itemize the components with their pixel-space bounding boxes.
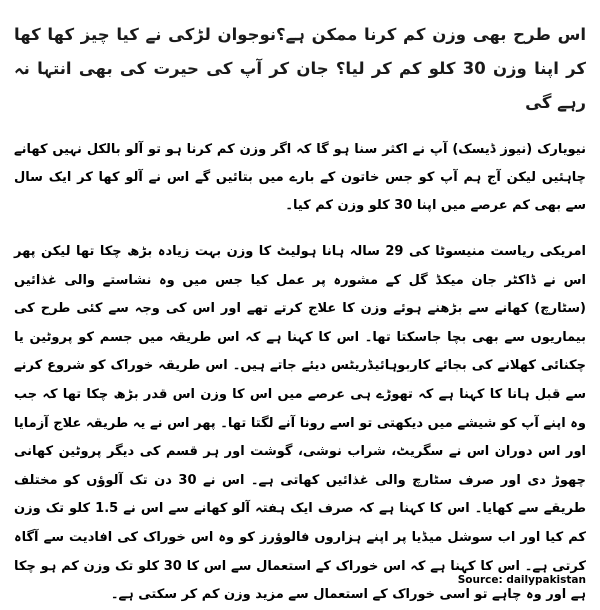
article-lead-paragraph: نیویارک (نیوز ڈیسک) آپ نے اکثر سنا ہو گا کہ اگر وزن کم کرنا ہو تو آلو بالکل نہیں کھانے چاہئیں لیکن آج ہم آپ کو جس خاتون کے بارے میں بتائیں گے اس نے آلو کھا کر ایک سال سے بھی کم عرصے میں اپنا 30 کلو وزن کم کیا۔ [14,142,586,213]
article-body-paragraph: امریکی ریاست منیسوٹا کی 29 سالہ ہانا ہولیٹ کا وزن بہت زیادہ بڑھ چکا تھا لیکن پھر اس نے ڈاکٹر جان میکڈ گل کے مشورہ پر عمل کیا جس میں وہ نشاستے والی غذائیں (سٹارچ) کھانے سے بڑھنے ہوئے وزن کا علاج کرتے تھے اور اس کی وجہ سے کئی طرح کی بیماریوں سے بھی بچا جاسکتا تھا۔ اس کا کہنا ہے کہ اس طریقہ میں جسم کو پروٹین یا چکنائی کھلانے کی بجائے کاربوہائیڈریٹس دیئے جاتے ہیں۔ اس طریقہ خوراک کو شروع کرنے سے قبل ہانا کا کہنا ہے کہ تھوڑے ہی عرصے میں اس کا وزن اس قدر بڑھ چکا تھا کہ جب وہ اپنے آپ کو شیشے میں دیکھتی تو اسے رونا آنے لگتا تھا۔ پھر اس نے یہ طریقہ علاج آزمایا اور اس دوران اس نے سگریٹ، شراب نوشی، گوشت اور ہر قسم کی دیگر پروٹین کھانی چھوڑ دی اور صرف سٹارچ والی غذائیں کھاتی ہے۔ اس نے 30 دن تک آلوؤں کو مختلف طریقے سے کھایا۔ اس کا کہنا ہے کہ صرف ایک ہفتہ آلو کھانے سے اس نے 1.5 کلو تک وزن کم کیا اور اب سوشل میڈیا پر اپنے ہزاروں فالوؤرز کو وہ اس خوراک کی افادیت سے آگاہ کرتی ہے۔ اس کا کہنا ہے کہ اس خوراک کے استعمال سے اس کا 30 کلو تک وزن کم ہو چکا ہے اور وہ چاہے تو اسی خوراک کے استعمال سے مزید وزن کم کر سکتی ہے۔ [14,244,586,603]
source-credit: Source: dailypakistan [457,574,586,586]
article [14,18,586,610]
article-headline: اس طرح بھی وزن کم کرنا ممکن ہے؟نوجوان لڑکی نے کیا چیز کھا کھا کر اپنا وزن 30 کلو کم کر لیا؟ جان کر آپ کی حیرت کی بھی انتہا نہ رہے گی [14,25,587,112]
